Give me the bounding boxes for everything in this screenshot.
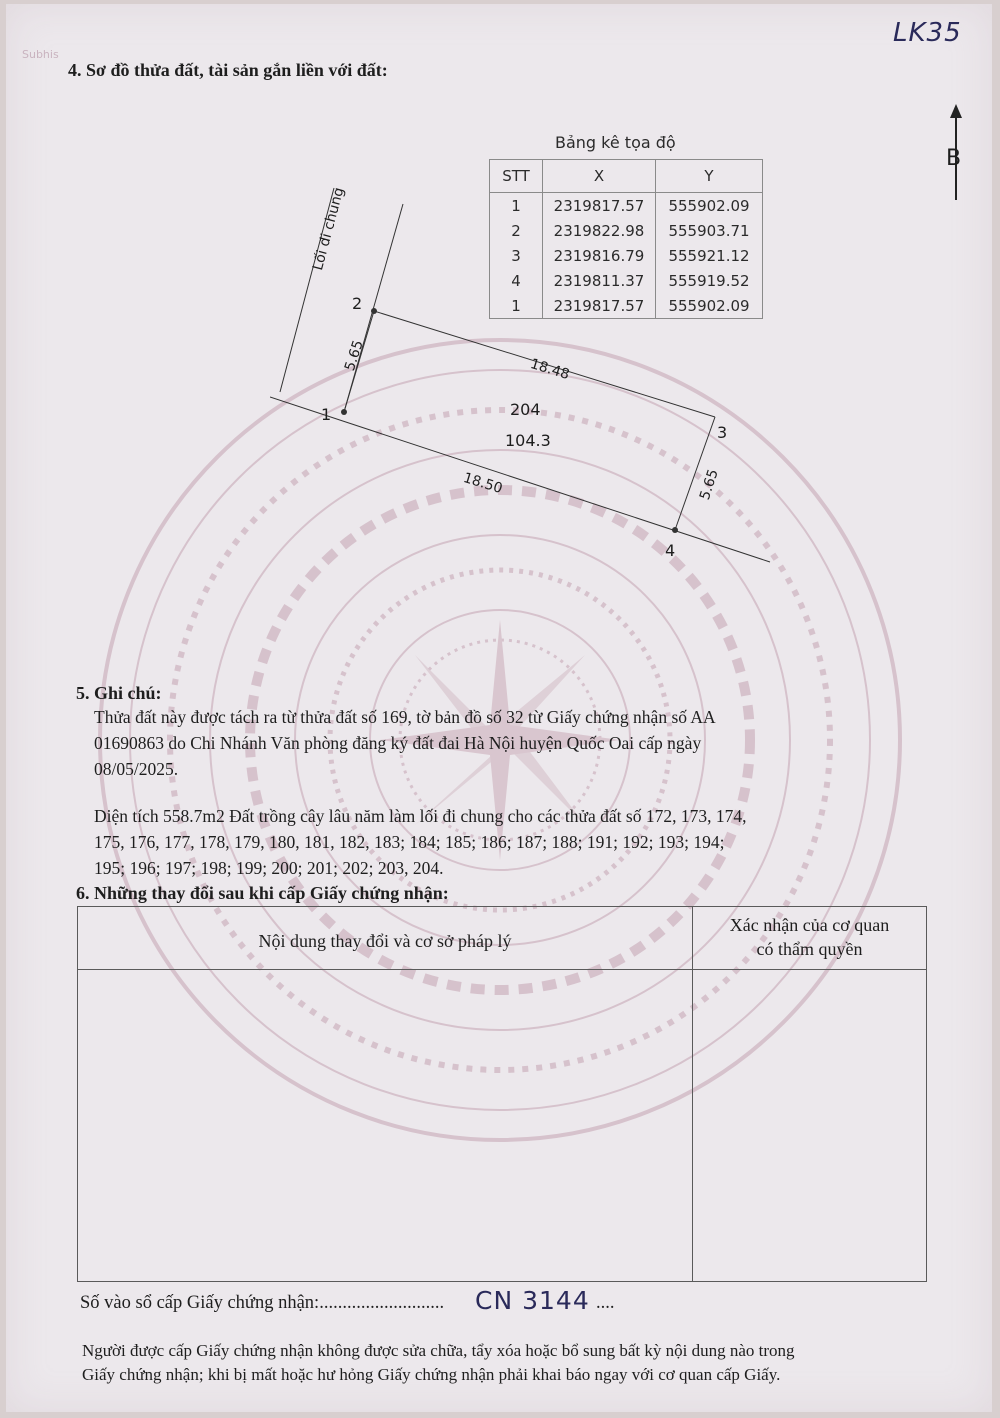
edge-length-top: 18.48: [528, 356, 572, 384]
coord-stt: 3: [490, 243, 543, 268]
changes-col2-header-line2: có thẩm quyền: [756, 939, 863, 959]
north-label: B: [946, 146, 962, 171]
edge-length-bottom: 18.50: [461, 470, 505, 498]
changes-col1-header: Nội dung thay đổi và cơ sở pháp lý: [258, 931, 512, 951]
edge-length-left: 5.65: [342, 338, 367, 373]
note-line: 175, 176, 177, 178, 179, 180, 181, 182, 183; 184; 185; 186; 187; 188; 191; 192; 193; 194;: [94, 832, 725, 852]
register-dots: ...........................: [319, 1293, 445, 1313]
parcel-number: 204: [510, 400, 541, 419]
register-dots-after: ....: [596, 1293, 615, 1313]
register-number-handwritten: CN 3144: [475, 1286, 590, 1315]
point-label-2: 2: [352, 294, 363, 313]
coord-x: 2319816.79: [543, 243, 656, 268]
coord-header-x: X: [543, 160, 656, 193]
coord-table-caption: Bảng kê tọa độ: [555, 133, 676, 152]
coord-x: 2319817.57: [543, 193, 656, 219]
handwritten-lot-code: LK35: [893, 18, 962, 48]
note-paragraph-2: [94, 803, 746, 881]
coord-header-y: Y: [656, 160, 763, 193]
footer-line-2: Giấy chứng nhận; khi bị mất hoặc hư hỏng Giấy chứng nhận phải khai báo ngay với cơ quan cấp Giấy.: [82, 1365, 781, 1384]
section4-title: 4. Sơ đồ thửa đất, tài sản gắn liền với đất:: [68, 60, 388, 80]
point-label-4: 4: [665, 541, 676, 560]
coord-x: 2319811.37: [543, 268, 656, 293]
section5-title: 5. Ghi chú:: [76, 683, 162, 703]
coord-stt: 1: [490, 193, 543, 219]
coord-header-stt: STT: [490, 160, 543, 193]
coord-y: 555903.71: [656, 218, 763, 243]
section6-title: 6. Những thay đổi sau khi cấp Giấy chứng nhận:: [76, 883, 449, 903]
register-number-line: [80, 1293, 444, 1314]
coord-stt: 1: [490, 293, 543, 319]
parcel-edge-bottom: [270, 397, 770, 562]
coord-stt: 4: [490, 268, 543, 293]
parcel-area: 104.3: [505, 431, 551, 450]
changes-header-content: [78, 907, 693, 970]
vertex-marker: [672, 527, 678, 533]
coord-y: 555919.52: [656, 268, 763, 293]
coord-y: 555902.09: [656, 193, 763, 219]
vertex-marker: [371, 308, 377, 314]
note-line: Diện tích 558.7m2 Đất trồng cây lâu năm làm lối đi chung cho các thửa đất số 172, 173, 174,: [94, 806, 747, 826]
coord-stt: 2: [490, 218, 543, 243]
point-label-1: 1: [321, 405, 332, 424]
changes-col2-header-line1: Xác nhận của cơ quan: [729, 915, 890, 935]
coord-y: 555902.09: [656, 293, 763, 319]
note-paragraph-1: [94, 704, 716, 782]
footer-line-1: Người được cấp Giấy chứng nhận không được sửa chữa, tẩy xóa hoặc bổ sung bất kỳ nội dung nào trong: [82, 1341, 795, 1360]
point-label-3: 3: [717, 423, 728, 442]
note-line: 01690863 do Chi Nhánh Văn phòng đăng ký đất đai Hà Nội huyện Quốc Oai cấp ngày: [94, 733, 702, 753]
changes-authority-cell: [693, 970, 926, 1281]
coord-y: 555921.12: [656, 243, 763, 268]
footer-notice: [82, 1339, 795, 1387]
road-label: Lối đi chung: [310, 185, 348, 273]
coord-x: 2319817.57: [543, 293, 656, 319]
vertex-marker: [341, 409, 347, 415]
register-label: Số vào sổ cấp Giấy chứng nhận:: [80, 1293, 320, 1313]
note-line: Thửa đất này được tách ra từ thửa đất số 169, tờ bản đồ số 32 từ Giấy chứng nhận số AA: [94, 707, 716, 727]
coord-x: 2319822.98: [543, 218, 656, 243]
changes-content-cell: [78, 970, 693, 1281]
land-parcel-diagram: [270, 180, 790, 580]
changes-table: [77, 906, 927, 1282]
changes-header-authority: [693, 907, 926, 970]
note-line: 195; 196; 197; 198; 199; 200; 201; 202; 203, 204.: [94, 858, 444, 878]
watermark-text: Subhis: [22, 48, 59, 61]
note-line: 08/05/2025.: [94, 759, 179, 779]
edge-length-right: 5.65: [697, 467, 722, 502]
